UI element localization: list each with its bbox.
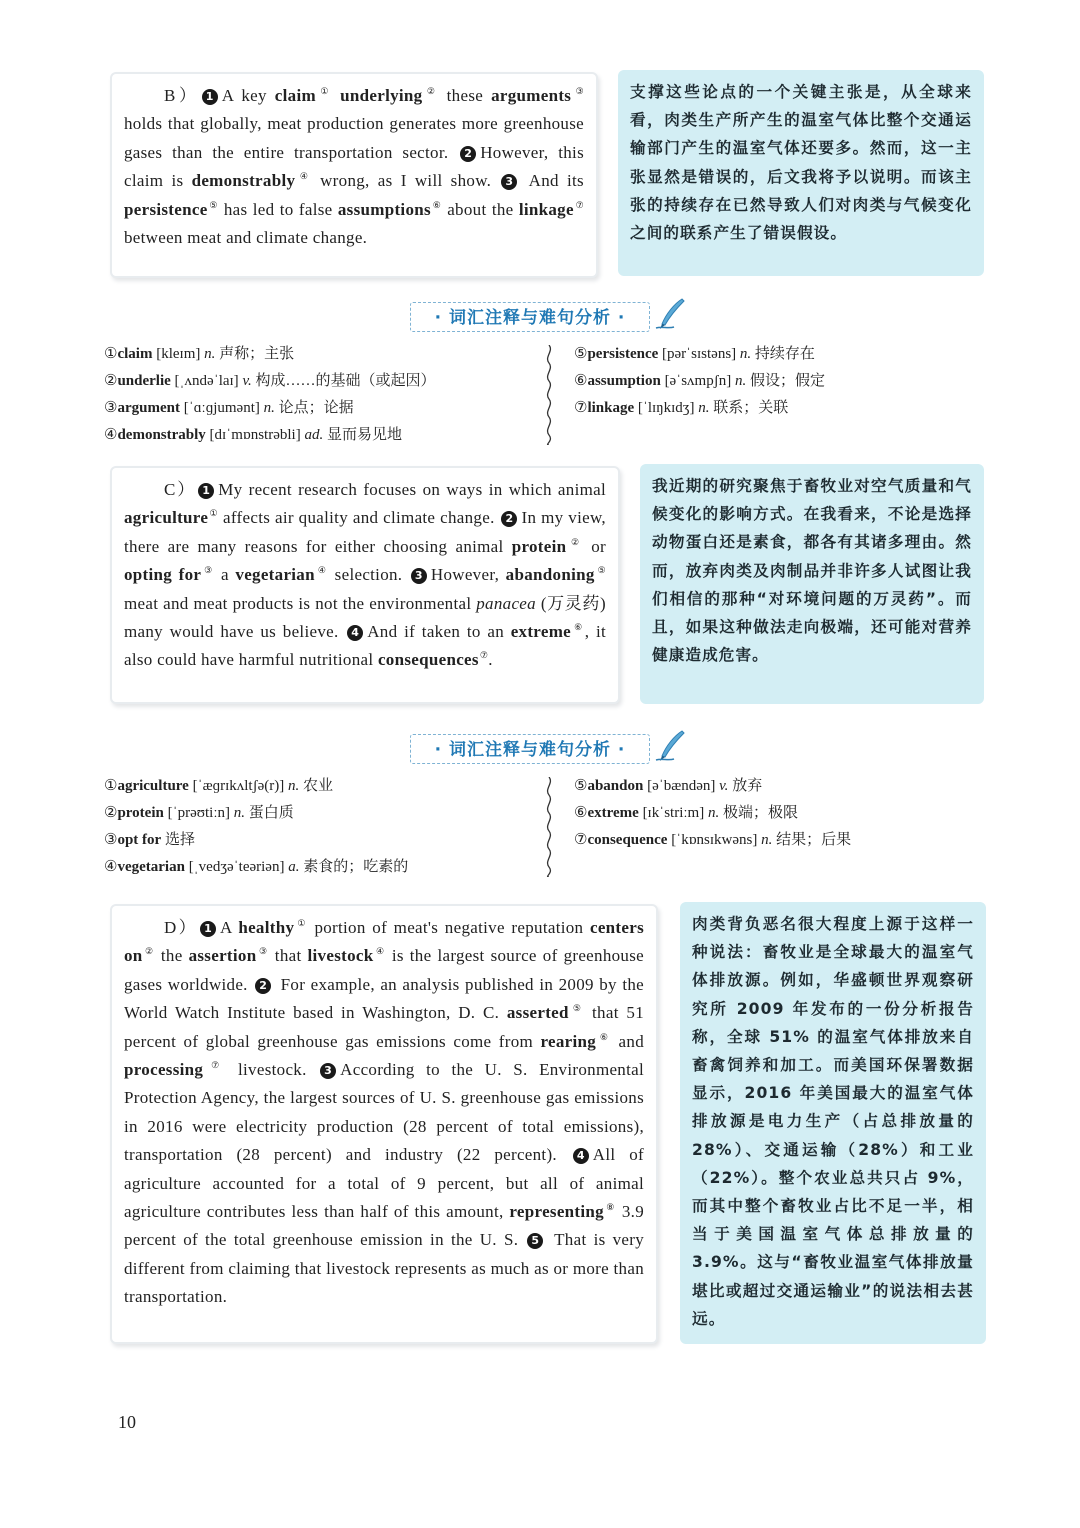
vocab-list-2-left bbox=[104, 773, 544, 881]
wave-divider bbox=[542, 345, 556, 445]
vocab-item: ①claim [kleɪm] n. 声称；主张 bbox=[104, 346, 295, 362]
label-b: B） bbox=[164, 86, 200, 105]
label-d: D） bbox=[164, 918, 199, 937]
vocab-item: ②protein [ˈprəʊtiːn] n. 蛋白质 bbox=[104, 805, 294, 821]
vocab-item: ⑦consequence [ˈkɒnsɪkwəns] n. 结果；后果 bbox=[574, 832, 852, 848]
passage-d: D） 1 A healthy① portion of meat's negative reputation centers on② the assertion③ that livestock④ is the largest source of greenhouse gases worldwide. 2 For example, an analysis published in 2009 by the World Watch Institute based in Washington, D. C. asserted⑤ that 51 percent of global greenhouse gas emissions come from rearing⑥ and processing⑦ livestock. 3 According to the U. S. Environmental Protection Agency, the largest sources of U. S. greenhouse gas emissions in 2016 were electricity production (28 percent of total emissions), transportation (28 percent) and industry (22 percent). 4 All of agriculture accounted for a total of 9 percent, but all of animal agriculture contributes less than half of this amount, representing⑧ 3.9 percent of the total greenhouse emission in the U. S. 5 That is very different from claiming that livestock represents as much as or more than transportation. bbox=[110, 904, 658, 1344]
vocab-item: ⑦linkage [ˈlɪŋkɪdʒ] n. 联系；关联 bbox=[574, 400, 789, 416]
vocab-item: ⑥extreme [ɪkˈstriːm] n. 极端；极限 bbox=[574, 805, 798, 821]
vocab-item: ③argument [ˈɑːɡjumənt] n. 论点；论据 bbox=[104, 400, 354, 416]
quill-icon bbox=[652, 728, 688, 764]
passage-c: C） 1 My recent research focuses on ways in which animal agriculture① affects air quality and climate change. 2 In my view, there are many reasons for either choosing animal protein② or opting for③ a vegetarian④ selection. 3 However, abandoning⑤ meat and meat products is not the environmental panacea (万灵药) many would have us believe. 4 And if taken to an extreme⑥, it also could have harmful nutritional consequences⑦. bbox=[110, 466, 620, 704]
quill-icon bbox=[652, 296, 688, 332]
vocab-list-2-right bbox=[574, 773, 994, 854]
translation-c: 我近期的研究聚焦于畜牧业对空气质量和气候变化的影响方式。在我看来，不论是选择动物蛋白还是素食，都各有其诸多理由。然而，放弃肉类及肉制品并非许多人试图让我们相信的那种“对环境问题的万灵药”。而且，如果这种做法走向极端，还可能对营养健康造成危害。 bbox=[640, 464, 984, 704]
vocab-item: ⑤persistence [pərˈsɪstəns] n. 持续存在 bbox=[574, 346, 815, 362]
label-c: C） bbox=[164, 480, 197, 499]
wave-divider bbox=[542, 777, 556, 877]
translation-b: 支撑这些论点的一个关键主张是，从全球来看，肉类生产所产生的温室气体比整个交通运输部门产生的温室气体还要多。然而，这一主张显然是错误的，后文我将予以说明。而该主张的持续存在已然导致人们对肉类与气候变化之间的联系产生了错误假设。 bbox=[618, 70, 984, 276]
translation-d: 肉类背负恶名很大程度上源于这样一种说法：畜牧业是全球最大的温室气体排放源。例如，华盛顿世界观察研究所 2009 年发布的一份分析报告称，全球 51% 的温室气体排放来自畜禽饲养和加工。而美国环保署数据显示，2016 年美国最大的温室气体排放源是电力生产（占总排放量的 28%）、交通运输（28%）和工业（22%）。整个农业总共只占 9%，而其中整个畜牧业占比不足一半，相当于美国温室气体总排放量的 3.9%。这与“畜牧业温室气体排放量堪比或超过交通运输业”的说法相去甚远。 bbox=[680, 902, 986, 1344]
vocab-banner-1: · 词汇注释与难句分析 · bbox=[410, 302, 650, 332]
vocab-item: ①agriculture [ˈæɡrɪkʌltʃə(r)] n. 农业 bbox=[104, 778, 333, 794]
vocab-item: ③opt for 选择 bbox=[104, 832, 195, 848]
vocab-item: ④demonstrably [dɪˈmɒnstrəbli] ad. 显而易见地 bbox=[104, 427, 402, 443]
vocab-banner-2: · 词汇注释与难句分析 · bbox=[410, 734, 650, 764]
passage-b: B） 1 A key claim① underlying② these arguments③ holds that globally, meat production generates more greenhouse gases than the entire transportation sector. 2 However, this claim is demonstrably④ wrong, as I will show. 3 And its persistence⑤ has led to false assumptions⑥ about the linkage⑦ between meat and climate change. bbox=[110, 72, 598, 278]
vocab-list-1-left bbox=[104, 341, 544, 449]
vocab-item: ⑥assumption [əˈsʌmpʃn] n. 假设；假定 bbox=[574, 373, 825, 389]
vocab-list-1-right bbox=[574, 341, 994, 422]
vocab-item: ④vegetarian [ˌvedʒəˈteəriən] a. 素食的；吃素的 bbox=[104, 859, 409, 875]
vocab-item: ②underlie [ˌʌndəˈlaɪ] v. 构成……的基础（或起因） bbox=[104, 373, 436, 389]
vocab-item: ⑤abandon [əˈbændən] v. 放弃 bbox=[574, 778, 763, 794]
page-number: 10 bbox=[118, 1412, 136, 1432]
